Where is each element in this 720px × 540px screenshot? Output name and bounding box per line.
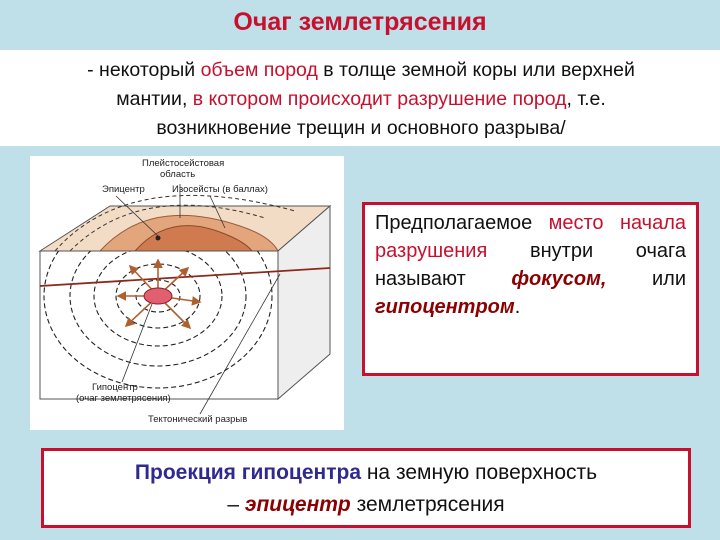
- label-epicenter: Эпицентр: [102, 184, 145, 195]
- focus-line3: внутри очага называют: [375, 240, 687, 290]
- def-line2-post: , т.е.: [566, 88, 606, 110]
- focus-connector: или: [652, 268, 687, 290]
- diagram-svg: [30, 156, 344, 430]
- def-line2-red: в котором происходит разрушение пород: [192, 88, 567, 110]
- def-line1-pre: - некоторый: [87, 59, 201, 81]
- epi-line1-rest: на земную поверхность: [361, 461, 598, 484]
- epicenter-definition-box: [41, 448, 691, 528]
- focus-line2-red: начала разрушения: [375, 212, 687, 262]
- label-fault: Тектонический разрыв: [148, 414, 248, 425]
- label-pleistoseist-2: область: [160, 169, 196, 180]
- label-isoseists: Изосейсты (в баллах): [172, 184, 268, 195]
- focus-end: .: [514, 296, 521, 318]
- epi-line2-pre: –: [227, 493, 245, 516]
- focus-term-hypocenter: гипоцентром: [375, 296, 515, 318]
- epi-line1-bold: Проекция гипоцентра: [134, 461, 361, 484]
- hypocenter-focus: [144, 288, 172, 304]
- page-title: Очаг землетрясения: [233, 8, 487, 36]
- def-line1-red: объем пород: [200, 59, 318, 81]
- focus-term-focus: фокусом,: [511, 268, 607, 290]
- focus-line1-red: место: [548, 212, 604, 234]
- def-line1-post: в толще земной коры или верхней: [317, 59, 635, 81]
- epicenter-dot: [156, 236, 161, 241]
- definition-text: [18, 56, 704, 143]
- epi-line2-rest: землетрясения: [350, 493, 505, 516]
- label-hypocenter: Гипоцентр: [92, 382, 138, 393]
- label-pleistoseist: Плейстосейстовая: [142, 158, 225, 169]
- focus-line1-pre: Предполагаемое: [375, 212, 549, 234]
- def-line3: возникновение трещин и основного разрыва/: [156, 117, 566, 139]
- epi-term-epicenter: эпицентр: [244, 493, 351, 516]
- focus-definition-box: [362, 202, 699, 376]
- def-line2-pre: мантии,: [116, 88, 193, 110]
- label-hypocenter-2: (очаг землетрясения): [76, 393, 171, 404]
- earthquake-diagram: [30, 156, 344, 430]
